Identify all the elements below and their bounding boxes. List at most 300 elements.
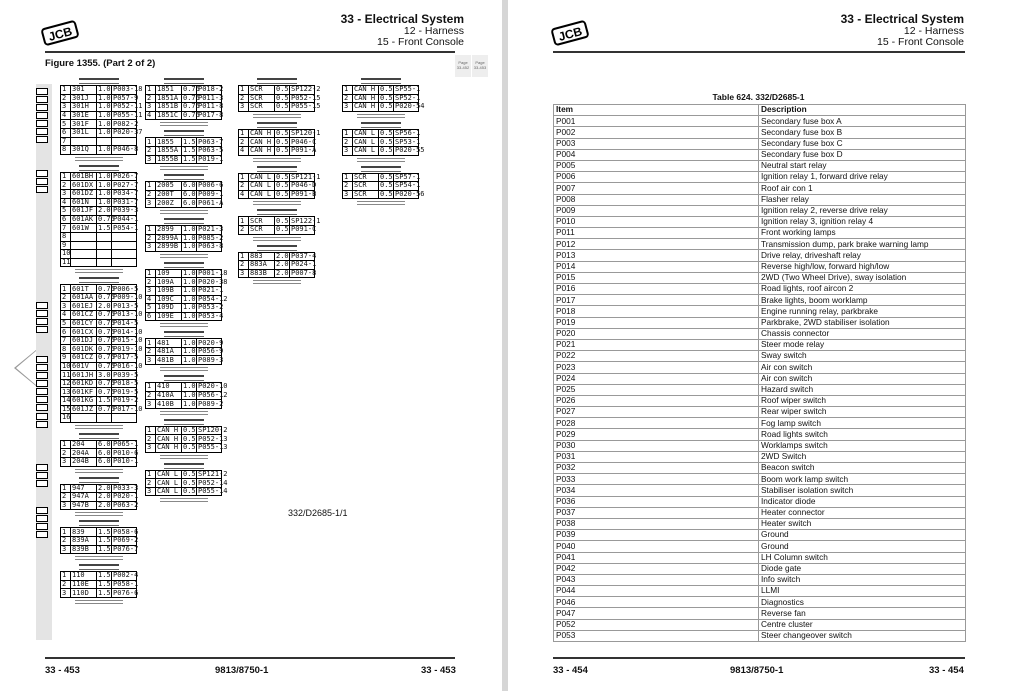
pin-number: 1 xyxy=(61,172,71,181)
wire-size: 0.5 xyxy=(380,93,393,102)
splice-row xyxy=(146,278,222,287)
item-cell: P027 xyxy=(554,407,759,418)
figure-caption: Figure 1355. (Part 2 of 2) xyxy=(45,58,156,69)
table-row xyxy=(554,295,966,306)
description-cell: Brake lights, boom worklamp xyxy=(759,295,966,306)
destination: SP53-1 xyxy=(395,137,421,146)
item-cell: P036 xyxy=(554,496,759,507)
pin-number: 2 xyxy=(146,234,156,243)
connector-stub xyxy=(36,178,48,185)
splice-block xyxy=(145,331,222,371)
wire-id: 200Z xyxy=(156,199,182,208)
destination xyxy=(112,232,137,241)
destination: P020-1 xyxy=(113,492,139,501)
wire-id: 2005 xyxy=(156,182,182,191)
table-row xyxy=(554,440,966,451)
table-row xyxy=(554,183,966,194)
pin-number: 3 xyxy=(61,189,71,198)
splice-row xyxy=(61,501,137,510)
splice-row xyxy=(61,86,137,95)
splice-block xyxy=(145,218,222,258)
pin-number: 1 xyxy=(146,269,156,278)
svg-text:JCB: JCB xyxy=(556,24,584,44)
splice-row xyxy=(343,129,419,138)
description-cell: LH Column switch xyxy=(759,552,966,563)
pin-number: 3 xyxy=(61,545,71,554)
destination: P009-10 xyxy=(113,293,143,302)
connector-stub xyxy=(36,136,48,143)
description-cell: Ignition relay 2, reverse drive relay xyxy=(759,205,966,216)
splice-block xyxy=(60,78,143,161)
destination: P002-4 xyxy=(113,571,139,580)
page-tab-arrow-icon[interactable] xyxy=(14,350,36,386)
destination: P063-5 xyxy=(198,146,224,155)
connector-stub xyxy=(36,326,48,333)
destination: P019-10 xyxy=(113,344,143,353)
splice-row xyxy=(146,487,222,496)
pin-number: 1 xyxy=(146,138,156,147)
wire-id: 601AA xyxy=(71,293,97,302)
pin-number: 1 xyxy=(61,86,71,95)
table-row xyxy=(554,541,966,552)
table-row xyxy=(554,586,966,597)
splice-row xyxy=(61,172,137,181)
wire-id: CAN H xyxy=(249,138,275,147)
connector-stub xyxy=(36,372,48,379)
wire-size: 2.0 xyxy=(98,483,111,492)
wire-size: 0.5 xyxy=(380,190,393,199)
left-page xyxy=(0,0,502,691)
connector-stub xyxy=(36,507,48,514)
pin-number: 3 xyxy=(343,146,353,155)
description-cell: Ground xyxy=(759,530,966,541)
destination: P069-2 xyxy=(113,536,139,545)
wire-size: 0.75 xyxy=(183,93,200,102)
splice-row xyxy=(61,397,137,406)
wire-size: 1.0 xyxy=(98,128,111,137)
footer-doc-number: 9813/8750-1 xyxy=(730,665,784,676)
subsection-title: 12 - Harness xyxy=(903,25,964,37)
splice-label xyxy=(79,520,119,526)
splice-row xyxy=(61,536,137,545)
wire-size: 0.5 xyxy=(276,216,289,225)
svg-text:JCB: JCB xyxy=(46,24,74,44)
item-cell: P010 xyxy=(554,216,759,227)
wire-id: 410 xyxy=(156,383,182,392)
pin-number: 3 xyxy=(61,103,71,112)
wire-size: 1.5 xyxy=(98,223,111,232)
splice-label xyxy=(79,477,119,483)
pin-number: 3 xyxy=(146,155,156,164)
wire-id: CAN L xyxy=(156,487,182,496)
pin-number: 2 xyxy=(146,347,156,356)
table-row xyxy=(554,250,966,261)
item-cell: P014 xyxy=(554,261,759,272)
splice-row xyxy=(61,440,137,449)
jcb-logo xyxy=(550,20,590,46)
table-row xyxy=(554,328,966,339)
wire-size: 2.0 xyxy=(276,251,289,260)
splice-row xyxy=(146,444,222,453)
splice-block xyxy=(60,520,137,560)
splice-row xyxy=(146,190,222,199)
description-cell: Neutral start relay xyxy=(759,160,966,171)
wire-size: 0.5 xyxy=(276,190,289,199)
table-row xyxy=(554,485,966,496)
wire-size: 0.5 xyxy=(183,487,196,496)
right-page xyxy=(508,0,1009,691)
item-cell: P015 xyxy=(554,272,759,283)
table-row xyxy=(554,239,966,250)
table-row xyxy=(554,216,966,227)
wire-id xyxy=(71,414,97,423)
wire-size: 0.5 xyxy=(380,102,393,111)
splice-label xyxy=(164,174,204,180)
splice-row xyxy=(61,103,137,112)
wire-id xyxy=(71,232,97,241)
description-cell: Beacon switch xyxy=(759,463,966,474)
destination: P076-6 xyxy=(113,588,139,597)
wire-size: 0.75 xyxy=(98,336,115,345)
diagram-column xyxy=(342,78,425,205)
destination: P016-10 xyxy=(113,361,143,370)
splice-row xyxy=(239,225,315,234)
pin-number: 8 xyxy=(61,345,71,354)
destination: SP122-2 xyxy=(291,85,321,94)
wire-size: 1.0 xyxy=(98,85,111,94)
pin-number: 1 xyxy=(343,173,353,182)
wire-id: 883A xyxy=(249,261,275,270)
splice-row xyxy=(61,354,137,363)
pin-number: 1 xyxy=(343,86,353,95)
description-cell: Roof air con 1 xyxy=(759,183,966,194)
pin-number: 4 xyxy=(239,190,249,199)
pin-number: 2 xyxy=(343,182,353,191)
splice-row xyxy=(239,173,315,182)
splice-note xyxy=(75,556,123,560)
wire-size: 0.5 xyxy=(276,129,289,138)
wire-size: 1.0 xyxy=(183,303,196,312)
wire-id: 601T xyxy=(71,285,97,294)
column-header-item: Item xyxy=(554,105,759,116)
wire-id: 839A xyxy=(71,536,97,545)
wire-size: 1.0 xyxy=(183,347,196,356)
splice-note xyxy=(75,469,123,473)
splice-label xyxy=(257,122,297,128)
splice-note xyxy=(253,201,301,205)
pin-number: 2 xyxy=(146,479,156,488)
pin-number: 7 xyxy=(61,336,71,345)
table-row xyxy=(554,630,966,641)
wire-id: 200T xyxy=(156,190,182,199)
splice-row xyxy=(146,182,222,191)
table-row xyxy=(554,272,966,283)
description-cell: Secondary fuse box B xyxy=(759,127,966,138)
description-cell: Secondary fuse box D xyxy=(759,149,966,160)
splice-label xyxy=(257,166,297,172)
splice-block xyxy=(60,433,137,473)
destination: P011-8 xyxy=(198,102,224,111)
destination: P082-2 xyxy=(113,119,139,128)
splice-note xyxy=(357,158,405,162)
wire-id: 883B xyxy=(249,269,275,278)
splice-row xyxy=(61,293,137,302)
destination: P015-10 xyxy=(113,336,143,345)
table-row xyxy=(554,149,966,160)
wire-id: 601DJ xyxy=(71,336,97,345)
splice-block xyxy=(60,477,137,517)
wire-size: 0.75 xyxy=(183,102,200,111)
diagram-column xyxy=(60,78,143,604)
wire-id: SCR xyxy=(353,182,379,191)
page-header xyxy=(841,12,964,48)
destination: SP121-2 xyxy=(198,469,228,478)
splice-note xyxy=(253,114,301,118)
destination: P091-C xyxy=(291,225,317,234)
pin-number: 2 xyxy=(61,536,71,545)
splice-block xyxy=(145,78,222,126)
wire-size: 0.5 xyxy=(380,172,393,181)
splice-row xyxy=(61,484,137,493)
destination: P063-2 xyxy=(113,501,139,510)
pin-number: 1 xyxy=(61,484,71,493)
splice-row xyxy=(343,190,419,199)
splice-row xyxy=(146,426,222,435)
pin-number: 3 xyxy=(146,199,156,208)
splice-note xyxy=(160,166,208,170)
splice-note xyxy=(160,210,208,214)
wire-id: 601V xyxy=(71,362,97,371)
destination: P007-8 xyxy=(291,269,317,278)
wire-id xyxy=(71,241,97,250)
splice-label xyxy=(79,165,119,171)
table-row xyxy=(554,418,966,429)
splice-note xyxy=(160,122,208,126)
splice-row xyxy=(61,345,137,354)
connector-stub xyxy=(36,318,48,325)
item-cell: P029 xyxy=(554,429,759,440)
pin-number: 1 xyxy=(61,572,71,581)
wire-size: 1.5 xyxy=(98,527,111,536)
destination: P020-9 xyxy=(198,338,224,347)
wire-id: 601DZ xyxy=(71,189,97,198)
destination: P054-1 xyxy=(113,223,139,232)
wire-size: 0.5 xyxy=(380,129,393,138)
wire-id: 204A xyxy=(71,449,97,458)
description-cell: Roof wiper switch xyxy=(759,395,966,406)
pin-number: 1 xyxy=(146,182,156,191)
destination: P046-C xyxy=(291,137,317,146)
destination: P091-B xyxy=(291,190,317,199)
destination: P033-3 xyxy=(113,483,139,492)
wire-id: CAN L xyxy=(249,190,275,199)
wire-size xyxy=(97,137,112,146)
wire-size: 1.0 xyxy=(98,197,111,206)
connector-stub xyxy=(36,380,48,387)
splice-block xyxy=(342,122,425,162)
destination xyxy=(112,250,137,259)
description-cell: Road lights switch xyxy=(759,429,966,440)
diagram-column xyxy=(238,78,321,284)
description-cell: Engine running relay, parkbrake xyxy=(759,306,966,317)
wire-id: 109D xyxy=(156,304,182,313)
wire-id: CAN H xyxy=(353,94,379,103)
footer-rule xyxy=(45,657,455,659)
splice-row xyxy=(146,312,222,321)
destination: P076-7 xyxy=(113,544,139,553)
connector-stub xyxy=(36,396,48,403)
item-cell: P037 xyxy=(554,507,759,518)
pin-number: 2 xyxy=(343,94,353,103)
connector-stub xyxy=(36,523,48,530)
wire-size: 1.0 xyxy=(183,338,196,347)
splice-block xyxy=(60,564,137,604)
wire-id: 481B xyxy=(156,356,182,365)
item-cell: P043 xyxy=(554,574,759,585)
destination: P046-D xyxy=(291,181,317,190)
destination: P014-10 xyxy=(113,327,143,336)
pin-number: 8 xyxy=(61,232,71,241)
splice-label xyxy=(79,277,119,283)
splice-row xyxy=(61,371,137,380)
table-row xyxy=(554,518,966,529)
pin-number: 10 xyxy=(62,249,71,258)
splice-row xyxy=(146,400,222,409)
description-cell: Secondary fuse box C xyxy=(759,138,966,149)
wire-size xyxy=(97,232,112,241)
description-cell: Heater connector xyxy=(759,507,966,518)
splice-note xyxy=(75,269,123,273)
splice-row xyxy=(61,457,137,466)
item-cell: P007 xyxy=(554,183,759,194)
destination: P017-5 xyxy=(113,353,139,362)
destination: P017-8 xyxy=(198,111,224,120)
table-row xyxy=(554,317,966,328)
pin-number: 6 xyxy=(61,328,71,337)
wire-id: 110D xyxy=(71,589,97,598)
wire-id: 601BH xyxy=(71,172,97,181)
splice-note xyxy=(160,323,208,327)
destination: P011-3 xyxy=(198,93,224,102)
wire-id: CAN L xyxy=(353,138,379,147)
splice-note xyxy=(253,158,301,162)
wire-id: 601W xyxy=(71,224,97,233)
wire-id: 601EJ xyxy=(71,302,97,311)
splice-note xyxy=(160,367,208,371)
pin-number: 1 xyxy=(343,129,353,138)
splice-row xyxy=(61,545,137,554)
wire-size: 0.5 xyxy=(183,434,196,443)
wire-id: 601CZ xyxy=(71,354,97,363)
wire-id: CAN H xyxy=(353,103,379,112)
table-row xyxy=(554,138,966,149)
item-cell: P012 xyxy=(554,239,759,250)
pin-number: 1 xyxy=(146,86,156,95)
splice-note xyxy=(253,280,301,284)
destination: P001-18 xyxy=(198,269,228,278)
destination: P021-1 xyxy=(198,286,224,295)
wire-size: 2.0 xyxy=(98,492,111,501)
wire-id: 1851B xyxy=(156,103,182,112)
description-cell: LLMI xyxy=(759,586,966,597)
splice-row xyxy=(343,138,419,147)
wire-id: CAN L xyxy=(249,173,275,182)
description-cell: Chassis connector xyxy=(759,328,966,339)
item-cell: P028 xyxy=(554,418,759,429)
splice-note xyxy=(160,498,208,502)
wire-id: 481A xyxy=(156,347,182,356)
splice-row xyxy=(61,379,137,388)
splice-label xyxy=(79,564,119,570)
pin-number: 2 xyxy=(146,146,156,155)
table-row xyxy=(554,597,966,608)
wire-id: 601DX xyxy=(71,181,97,190)
pin-number: 1 xyxy=(146,470,156,479)
diagram-column xyxy=(145,78,228,502)
item-cell: P003 xyxy=(554,138,759,149)
table-row xyxy=(554,395,966,406)
splice-row xyxy=(146,383,222,392)
page-link-next[interactable]: Page 33-453 xyxy=(472,55,488,77)
splice-row xyxy=(146,339,222,348)
splice-row xyxy=(61,189,137,198)
pin-number: 3 xyxy=(146,487,156,496)
item-cell: P006 xyxy=(554,172,759,183)
item-cell: P020 xyxy=(554,328,759,339)
destination: P052-15 xyxy=(291,93,321,102)
item-cell: P009 xyxy=(554,205,759,216)
splice-row xyxy=(61,215,137,224)
wire-id: 301H xyxy=(71,103,97,112)
item-cell: P001 xyxy=(554,116,759,127)
wire-id: 481 xyxy=(156,339,182,348)
splice-note xyxy=(357,201,405,205)
wire-id: 947A xyxy=(71,493,97,502)
destination: P052-14 xyxy=(198,478,228,487)
wire-size: 0.5 xyxy=(183,426,196,435)
splice-row xyxy=(239,94,315,103)
splice-note xyxy=(357,114,405,118)
splice-row xyxy=(61,128,137,137)
pin-number: 1 xyxy=(146,225,156,234)
splice-block xyxy=(342,78,425,118)
wire-size: 1.0 xyxy=(183,233,196,242)
splice-row xyxy=(239,261,315,270)
wire-id: 109A xyxy=(156,278,182,287)
connector-stub xyxy=(36,364,48,371)
wire-size: 0.5 xyxy=(380,181,393,190)
wire-id: 601DK xyxy=(71,345,97,354)
table-row xyxy=(554,608,966,619)
splice-row xyxy=(61,198,137,207)
item-cell: P034 xyxy=(554,485,759,496)
table-row xyxy=(554,127,966,138)
wire-size: 0.75 xyxy=(183,111,200,120)
table-row xyxy=(554,384,966,395)
description-cell: Ignition relay 1, forward drive relay xyxy=(759,172,966,183)
splice-row xyxy=(239,103,315,112)
pin-number: 3 xyxy=(146,444,156,453)
splice-row xyxy=(61,449,137,458)
splice-row xyxy=(146,243,222,252)
table-row xyxy=(554,373,966,384)
splice-row xyxy=(343,94,419,103)
wire-id: 1855 xyxy=(156,138,182,147)
page-link-prev[interactable]: Page 33-452 xyxy=(455,55,471,77)
wire-size: 1.0 xyxy=(98,111,111,120)
wire-id: SCR xyxy=(249,86,275,95)
splice-row xyxy=(61,181,137,190)
